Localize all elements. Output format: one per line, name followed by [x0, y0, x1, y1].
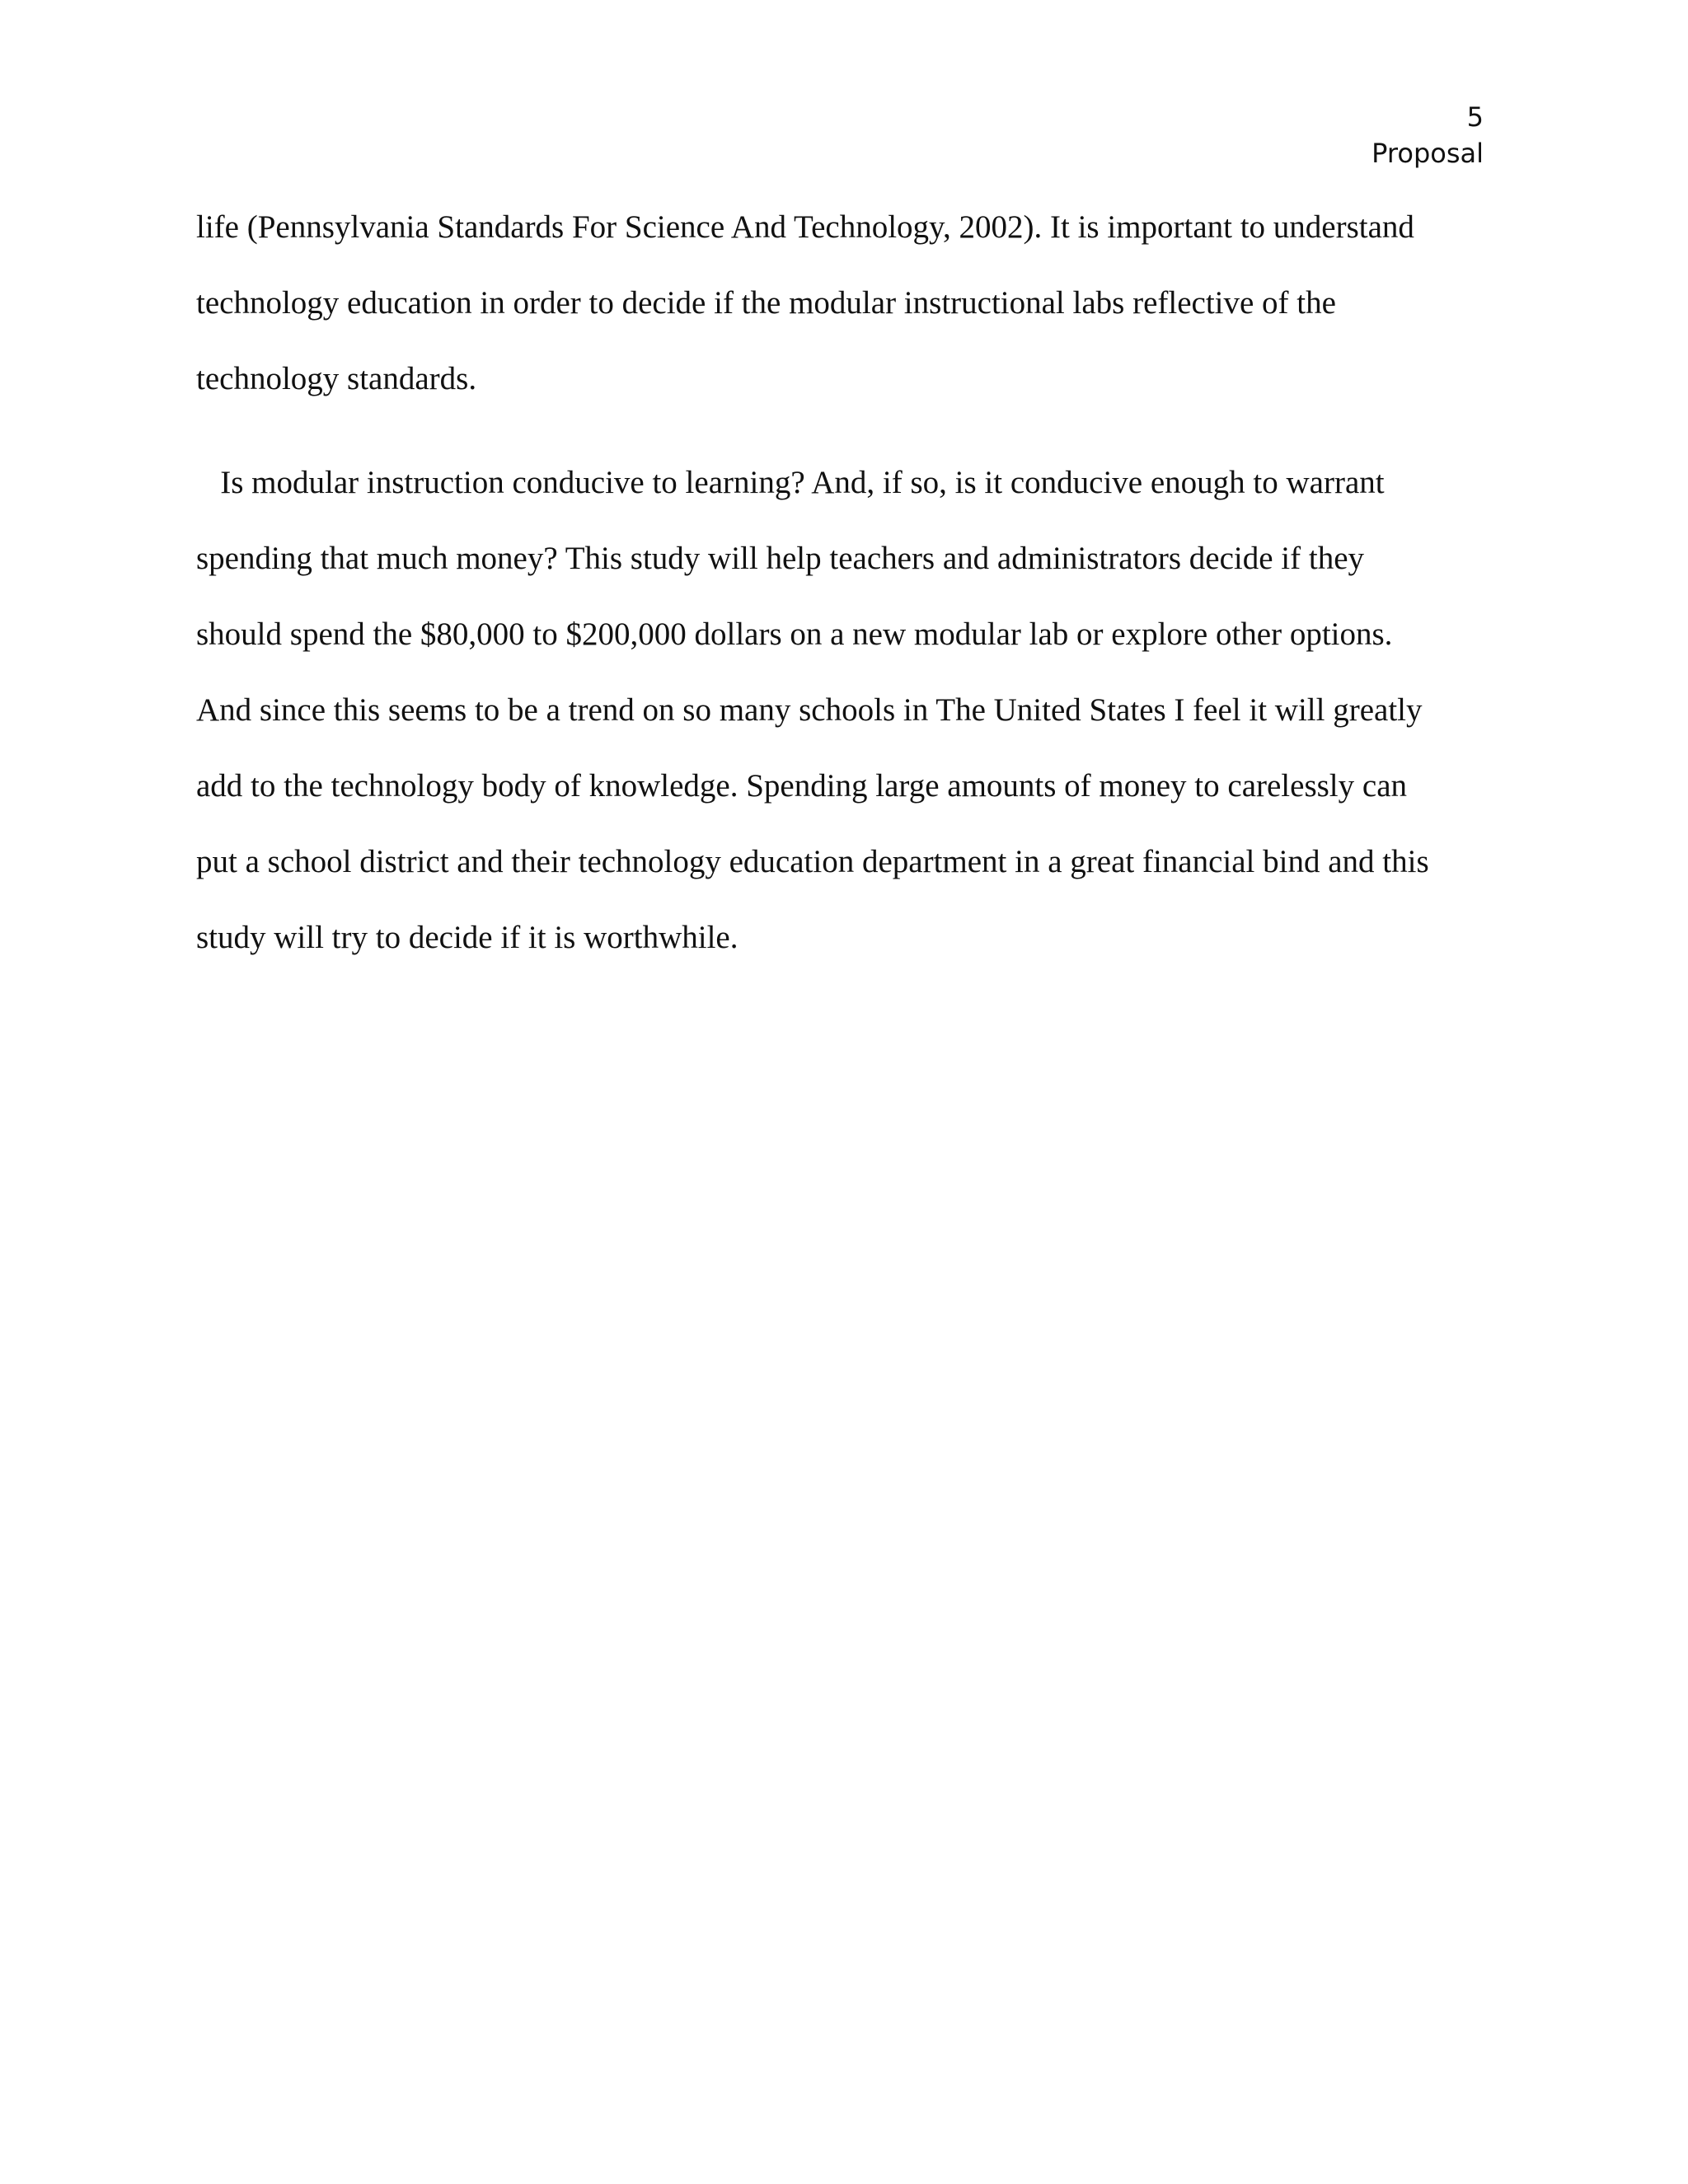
text-line: life (Pennsylvania Standards For Science And Technology, 2002). It is important to understand [196, 209, 1414, 245]
page-number: 5 [1466, 101, 1484, 133]
text-line: should spend the $80,000 to $200,000 dollars on a new modular lab or explore other options. [196, 616, 1393, 652]
running-head: Proposal [1372, 138, 1484, 169]
document-body [196, 203, 1482, 989]
text-line: spending that much money? This study will help teachers and administrators decide if they [196, 541, 1365, 576]
page-header [1372, 99, 1484, 171]
text-line: put a school district and their technology education department in a great financial bind and this [196, 844, 1429, 879]
text-line: study will try to decide if it is worthwhile. [196, 920, 738, 955]
text-line: technology standards. [196, 361, 477, 396]
text-line: add to the technology body of knowledge. Spending large amounts of money to carelessly can [196, 768, 1408, 804]
paragraph-1 [196, 203, 1482, 430]
paragraph-2 [196, 458, 1482, 989]
text-line: technology education in order to decide if the modular instructional labs reflective of the [196, 285, 1336, 321]
text-line: Is modular instruction conducive to learning? And, if so, is it conducive enough to warrant [196, 465, 1385, 500]
paragraph-spacer [196, 430, 1482, 458]
text-line: And since this seems to be a trend on so many schools in The United States I feel it will greatly [196, 692, 1423, 728]
